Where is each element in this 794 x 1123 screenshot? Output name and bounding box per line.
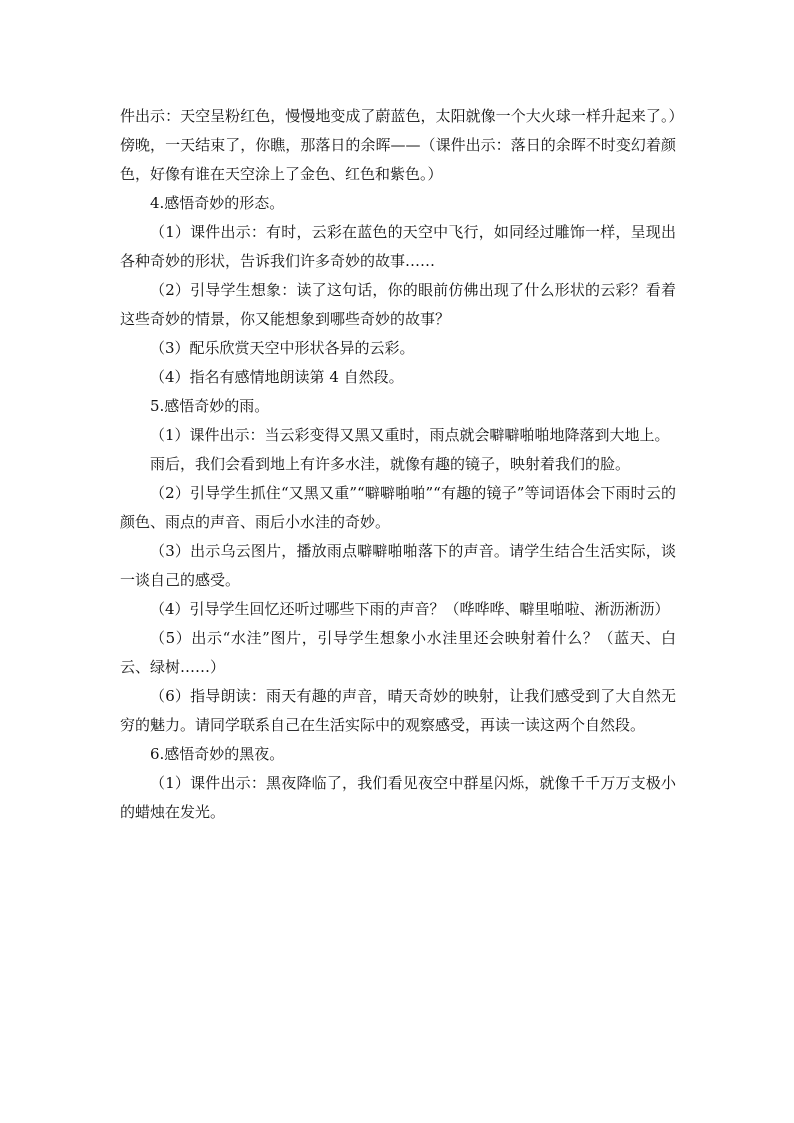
paragraph-5-1: （1）课件出示：当云彩变得又黑又重时，雨点就会噼噼啪啪地降落到大地上。 — [150, 426, 670, 444]
paragraph-5-3: （3）出示乌云图片，播放雨点噼噼啪啪落下的声音。请学生结合生活实际，谈一谈自己的感受。 — [120, 542, 676, 589]
paragraph-5-5: （5）出示“水洼”图片，引导学生想象小水洼里还会映射着什么？（蓝天、白云、绿树……） — [120, 629, 676, 676]
paragraph-continued-courseware: 件出示：天空呈粉红色，慢慢地变成了蔚蓝色，太阳就像一个大火球一样升起来了。）傍晚，一天结束了，你瞧，那落日的余晖——（课件出示：落日的余晖不时变幻着颜色，好像有谁在天空涂上了金色、红色和紫色。） — [120, 107, 676, 183]
heading-section-5: 5.感悟奇妙的雨。 — [150, 397, 270, 415]
paragraph-4-1: （1）课件出示：有时，云彩在蓝色的天空中飞行，如同经过雕饰一样，呈现出各种奇妙的形状，告诉我们许多奇妙的故事…… — [120, 223, 676, 270]
paragraph-5-6: （6）指导朗读：雨天有趣的声音，晴天奇妙的映射，让我们感受到了大自然无穷的魅力。请同学联系自己在生活实际中的观察感受，再读一读这两个自然段。 — [120, 687, 676, 734]
heading-section-6: 6.感悟奇妙的黑夜。 — [150, 745, 285, 763]
paragraph-4-2: （2）引导学生想象：读了这句话，你的眼前仿佛出现了什么形状的云彩？看着这些奇妙的情景，你又能想象到哪些奇妙的故事？ — [120, 281, 676, 328]
paragraph-4-3: （3）配乐欣赏天空中形状各异的云彩。 — [150, 339, 415, 357]
paragraph-4-4: （4）指名有感情地朗读第 4 自然段。 — [150, 368, 404, 386]
heading-section-4: 4.感悟奇妙的形态。 — [150, 194, 285, 212]
paragraph-5-4: （4）引导学生回忆还听过哪些下雨的声音？（哗哗哗、噼里啪啦、淅沥淅沥） — [150, 600, 670, 618]
paragraph-6-1: （1）课件出示：黑夜降临了，我们看见夜空中群星闪烁，就像千千万万支极小的蜡烛在发光。 — [120, 774, 676, 821]
paragraph-5-2: （2）引导学生抓住“又黑又重”“噼噼啪啪”“有趣的镜子”等词语体会下雨时云的颜色、雨点的声音、雨后小水洼的奇妙。 — [120, 484, 676, 531]
document-body — [120, 102, 676, 827]
paragraph-5-1-continued: 雨后，我们会看到地上有许多水洼，就像有趣的镜子，映射着我们的脸。 — [150, 455, 631, 473]
